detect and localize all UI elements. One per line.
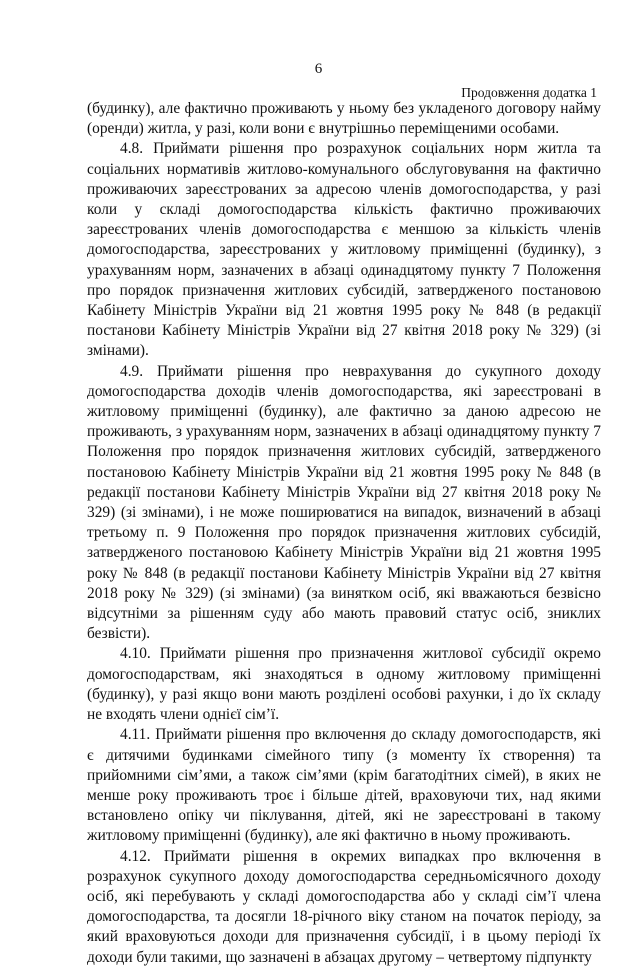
document-body — [87, 99, 601, 968]
paragraph-continued: (будинку), але фактично проживають у ньому без укладеного договору найму (оренди) житла, у разі, коли вони є внутрішньо переміщеними особами. — [87, 100, 601, 138]
paragraph-4-8: 4.8. Приймати рішення про розрахунок соціальних норм житла та соціальних нормативів житлово-комунального обслуговування на фактично проживаючих зареєстрованих за адресою членів домогосподарства, у разі коли у складі домогосподарства кількість фактично проживаючих зареєстрованих членів домогосподарства є меншою за кількість членів домогосподарства, зареєстрованих у житловому приміщенні (будинку), з урахуванням норм, зазначених в абзаці одинадцятому пункту 7 Положення про порядок призначення житлових субсидій, затвердженого постановою Кабінету Міністрів України від 21 жовтня 1995 року № 848 (в редакції постанови Кабінету Міністрів України від 27 квітня 2018 року № 329) (зі змінами). — [87, 140, 601, 360]
paragraph-4-11: 4.11. Приймати рішення про включення до складу домогосподарств, які є дитячими будинками сімейного типу (з моменту їх створення) та прийомними сім’ями, а також сім’ями (крім багатодітних сімей), в яких не менше року проживають троє і більше дітей, враховуючи тих, над якими встановлено опіку чи піклування, дітей, які не зареєстровані в такому житловому приміщенні (будинку), але які фактично в ньому проживають. — [87, 726, 601, 845]
paragraph-4-10: 4.10. Приймати рішення про призначення житлової субсидії окремо домогосподарствам, які знаходяться в одному житловому приміщенні (будинку), у разі якщо вони мають розділені особові рахунки, і до їх складу не входять члени однієї сім’ї. — [87, 645, 601, 724]
paragraph-4-12: 4.12. Приймати рішення в окремих випадках про включення в розрахунок сукупного доходу домогосподарства середньомісячного доходу осіб, які перебувають у складі домогосподарства або у складі сім’ї члена домогосподарства, та досягли 18-річного віку станом на початок періоду, за який враховуються доходи для призначення субсидії, і в цьому періоді їх доходи були такими, що зазначені в абзацах другому – четвертому підпункту — [87, 847, 601, 966]
page-number: 6 — [314, 61, 323, 77]
paragraph-4-9: 4.9. Приймати рішення про неврахування до сукупного доходу домогосподарства доходів членів домогосподарства, які зареєстровані в житловому приміщенні (будинку), але фактично за даною адресою не проживають, з урахуванням норм, зазначених в абзаці одинадцятому пункту 7 Положення про порядок призначення житлових субсидій, затвердженого постановою Кабінету Міністрів України від 21 жовтня 1995 року № 848 (в редакції постанови Кабінету Міністрів України від 27 квітня 2018 року № 329) (зі змінами), і не може поширюватися на випадок, визначений в абзаці третьому п. 9 Положення про порядок призначення житлових субсидій, затвердженого постановою Кабінету Міністрів України від 21 жовтня 1995 року № 848 (в редакції постанови Кабінету Міністрів України від 27 квітня 2018 року № 329) (зі змінами) (за винятком осіб, які вважаються безвісно відсутніми за рішенням суду або мають правовий статус осіб, зниклих безвісти). — [87, 362, 601, 643]
continuation-note: Продовження додатка 1 — [461, 85, 597, 100]
